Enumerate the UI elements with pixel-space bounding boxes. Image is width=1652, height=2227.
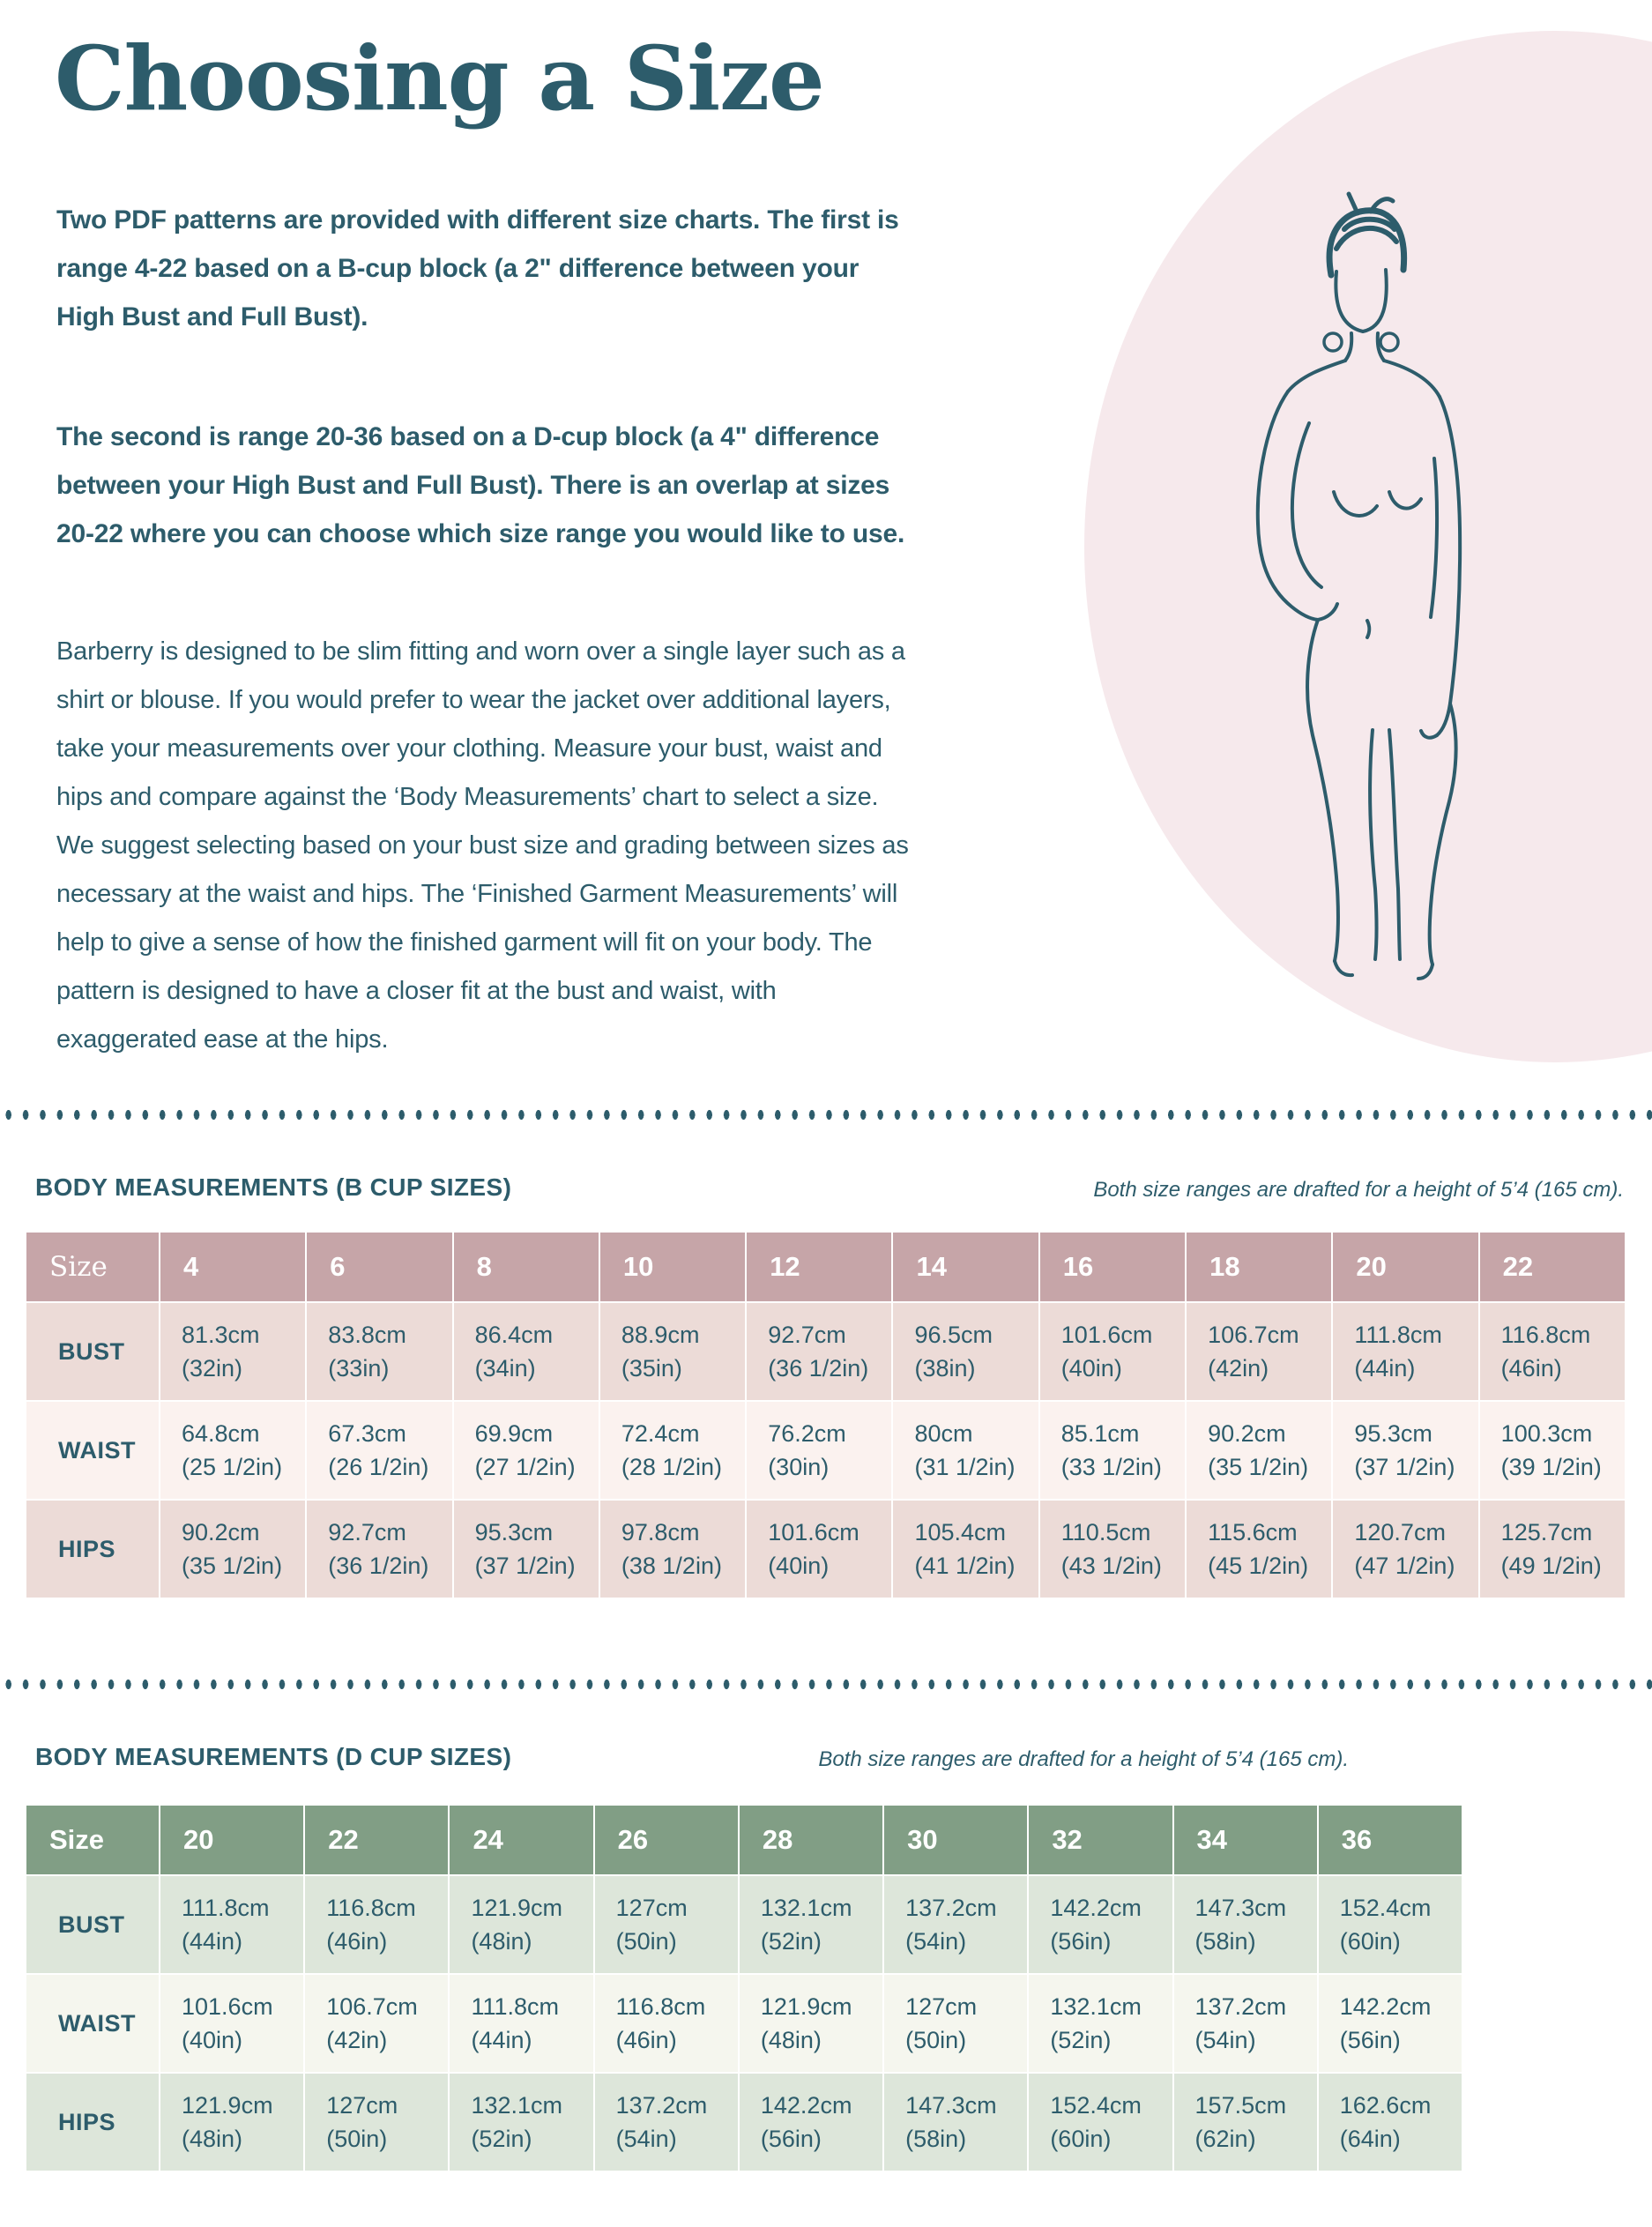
d-cup-table-heading: BODY MEASUREMENTS (D CUP SIZES) — [35, 1743, 512, 1770]
size-header: 6 — [306, 1232, 452, 1302]
measurement-cell: 64.8cm (25 1/2in) — [160, 1401, 306, 1500]
size-header: 14 — [892, 1232, 1038, 1302]
dotted-divider — [0, 1679, 1652, 1690]
size-header: 8 — [453, 1232, 599, 1302]
blush-circle — [1084, 31, 1652, 1062]
measurement-row-label: BUST — [26, 1302, 160, 1401]
measurement-row — [26, 1974, 1462, 2073]
measurement-cell: 101.6cm (40in) — [1039, 1302, 1186, 1401]
measurement-cell: 142.2cm (56in) — [1028, 1875, 1172, 1974]
size-header: 10 — [599, 1232, 746, 1302]
measurement-cell: 137.2cm (54in) — [594, 2073, 739, 2171]
measurement-cell: 83.8cm (33in) — [306, 1302, 452, 1401]
measurement-cell: 106.7cm (42in) — [304, 1974, 449, 2073]
measurement-cell: 132.1cm (52in) — [449, 2073, 593, 2171]
size-column-header: Size — [26, 1232, 160, 1302]
measurement-cell: 162.6cm (64in) — [1318, 2073, 1462, 2171]
measurement-cell: 111.8cm (44in) — [449, 1974, 593, 2073]
measurement-row — [26, 1401, 1626, 1500]
measurement-cell: 90.2cm (35 1/2in) — [1186, 1401, 1332, 1500]
size-header-row — [26, 1232, 1626, 1302]
measurement-cell: 132.1cm (52in) — [739, 1875, 883, 1974]
measurement-cell: 92.7cm (36 1/2in) — [746, 1302, 892, 1401]
measurement-cell: 142.2cm (56in) — [1318, 1974, 1462, 2073]
measurement-row-label: WAIST — [26, 1401, 160, 1500]
size-header: 30 — [883, 1805, 1028, 1875]
measurement-cell: 67.3cm (26 1/2in) — [306, 1401, 452, 1500]
size-header: 12 — [746, 1232, 892, 1302]
size-header: 22 — [1479, 1232, 1626, 1302]
fit-description-paragraph: Barberry is designed to be slim fitting and worn over a single layer such as a shirt or blouse. If you would prefer to wear the jacket over additional layers, take your measurements over your clothing. Measure your bust, waist and hips and compare against the ‘Body Measurements’ chart to select a size. We suggest selecting based on your bust size and grading between sizes as necessary at the waist and hips. The ‘Finished Garment Measurements’ will help to give a sense of how the finished garment will fit on your body. The pattern is designed to have a closer fit at the bust and waist, with exaggerated ease at the hips. — [56, 637, 909, 1054]
measurement-cell: 137.2cm (54in) — [1173, 1974, 1318, 2073]
measurement-cell: 127cm (50in) — [594, 1875, 739, 1974]
measurement-cell: 147.3cm (58in) — [1173, 1875, 1318, 1974]
dotted-divider — [0, 1109, 1652, 1121]
size-header: 34 — [1173, 1805, 1318, 1875]
measurement-cell: 127cm (50in) — [304, 2073, 449, 2171]
height-note-b: Both size ranges are drafted for a height of 5’4 (165 cm). — [1093, 1178, 1624, 1202]
measurement-cell: 121.9cm (48in) — [739, 1974, 883, 2073]
measurement-cell: 101.6cm (40in) — [160, 1974, 304, 2073]
measurement-cell: 100.3cm (39 1/2in) — [1479, 1401, 1626, 1500]
measurement-cell: 125.7cm (49 1/2in) — [1479, 1500, 1626, 1598]
measurement-row — [26, 2073, 1462, 2171]
measurement-cell: 90.2cm (35 1/2in) — [160, 1500, 306, 1598]
size-column-header: Size — [26, 1805, 160, 1875]
size-header: 24 — [449, 1805, 593, 1875]
measurement-cell: 111.8cm (44in) — [1332, 1302, 1478, 1401]
body-measurements-d-cup-table — [25, 1804, 1463, 2172]
size-header: 28 — [739, 1805, 883, 1875]
measurement-cell: 69.9cm (27 1/2in) — [453, 1401, 599, 1500]
size-header: 26 — [594, 1805, 739, 1875]
measurement-cell: 127cm (50in) — [883, 1974, 1028, 2073]
measurement-cell: 95.3cm (37 1/2in) — [453, 1500, 599, 1598]
size-header: 36 — [1318, 1805, 1462, 1875]
measurement-cell: 137.2cm (54in) — [883, 1875, 1028, 1974]
measurement-row — [26, 1302, 1626, 1401]
size-header: 16 — [1039, 1232, 1186, 1302]
size-header: 20 — [1332, 1232, 1478, 1302]
size-header: 18 — [1186, 1232, 1332, 1302]
measurement-row-label: HIPS — [26, 2073, 160, 2171]
measurement-cell: 86.4cm (34in) — [453, 1302, 599, 1401]
measurement-cell: 96.5cm (38in) — [892, 1302, 1038, 1401]
measurement-cell: 157.5cm (62in) — [1173, 2073, 1318, 2171]
intro-paragraph-b-cup: Two PDF patterns are provided with different size charts. The first is range 4-22 based on a B-cup block (a 2" difference between your High Bust and Full Bust). — [56, 205, 899, 331]
b-cup-table-heading: BODY MEASUREMENTS (B CUP SIZES) — [35, 1173, 512, 1201]
measurement-cell: 121.9cm (48in) — [449, 1875, 593, 1974]
measurement-cell: 72.4cm (28 1/2in) — [599, 1401, 746, 1500]
size-header: 22 — [304, 1805, 449, 1875]
measurement-row — [26, 1500, 1626, 1598]
measurement-cell: 97.8cm (38 1/2in) — [599, 1500, 746, 1598]
measurement-row — [26, 1875, 1462, 1974]
measurement-row-label: WAIST — [26, 1974, 160, 2073]
measurement-cell: 101.6cm (40in) — [746, 1500, 892, 1598]
measurement-row-label: HIPS — [26, 1500, 160, 1598]
measurement-cell: 106.7cm (42in) — [1186, 1302, 1332, 1401]
measurement-cell: 80cm (31 1/2in) — [892, 1401, 1038, 1500]
measurement-cell: 111.8cm (44in) — [160, 1875, 304, 1974]
measurement-cell: 147.3cm (58in) — [883, 2073, 1028, 2171]
measurement-cell: 115.6cm (45 1/2in) — [1186, 1500, 1332, 1598]
size-header: 4 — [160, 1232, 306, 1302]
measurement-cell: 142.2cm (56in) — [739, 2073, 883, 2171]
page-title: Choosing a Size — [55, 26, 824, 130]
measurement-cell: 92.7cm (36 1/2in) — [306, 1500, 452, 1598]
measurement-cell: 152.4cm (60in) — [1318, 1875, 1462, 1974]
figure-illustration — [1079, 0, 1652, 1076]
size-header: 32 — [1028, 1805, 1172, 1875]
measurement-cell: 120.7cm (47 1/2in) — [1332, 1500, 1478, 1598]
measurement-cell: 95.3cm (37 1/2in) — [1332, 1401, 1478, 1500]
measurement-cell: 116.8cm (46in) — [304, 1875, 449, 1974]
measurement-cell: 132.1cm (52in) — [1028, 1974, 1172, 2073]
measurement-cell: 121.9cm (48in) — [160, 2073, 304, 2171]
measurement-cell: 152.4cm (60in) — [1028, 2073, 1172, 2171]
measurement-cell: 81.3cm (32in) — [160, 1302, 306, 1401]
measurement-cell: 116.8cm (46in) — [1479, 1302, 1626, 1401]
measurement-cell: 105.4cm (41 1/2in) — [892, 1500, 1038, 1598]
measurement-cell: 76.2cm (30in) — [746, 1401, 892, 1500]
measurement-row-label: BUST — [26, 1875, 160, 1974]
size-header: 20 — [160, 1805, 304, 1875]
body-measurements-b-cup-table — [25, 1231, 1626, 1599]
measurement-cell: 85.1cm (33 1/2in) — [1039, 1401, 1186, 1500]
measurement-cell: 88.9cm (35in) — [599, 1302, 746, 1401]
measurement-cell: 116.8cm (46in) — [594, 1974, 739, 2073]
size-header-row — [26, 1805, 1462, 1875]
height-note-d: Both size ranges are drafted for a height of 5’4 (165 cm). — [818, 1747, 1349, 1771]
intro-paragraph-d-cup: The second is range 20-36 based on a D-cup block (a 4" difference between your High Bust and Full Bust). There is an overlap at sizes 20-22 where you can choose which size range you would like to use. — [56, 422, 905, 548]
measurement-cell: 110.5cm (43 1/2in) — [1039, 1500, 1186, 1598]
